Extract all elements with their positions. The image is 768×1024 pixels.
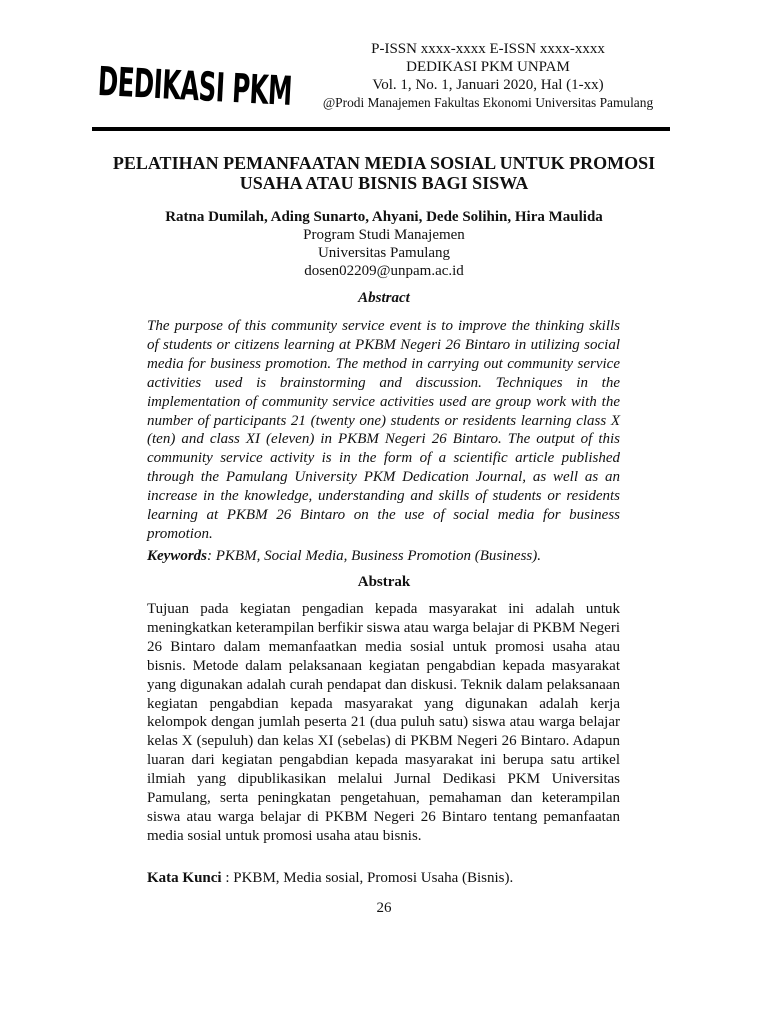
article-title	[96, 153, 672, 193]
kata-kunci-line	[147, 869, 620, 888]
logo-graphic	[96, 50, 416, 122]
journal-logo	[96, 50, 416, 122]
abstract-heading: Abstract	[358, 290, 410, 306]
abstract-text: The purpose of this community service event is to improve the thinking skills of students or citizens learning at PKBM Negeri 26 Bintaro in utilizing social media for business promotion. The method in carrying out community service activities used is brainstorming and discussion. Techniques in the implementation of community service activities used are group work with the number of participants 21 (twenty one) students or residents learning class X (ten) and class XI (eleven) in PKBM Negeri 26 Bintaro. The output of this community service activity is in the form of a scientific article published through the Pamulang University PKM Dedication Journal, as well as an increase in the knowledge, understanding and skills of students or residents learning at PKBM 26 Bintaro on the use of social media for business promotion.	[147, 318, 620, 542]
volume-line: Vol. 1, No. 1, Januari 2020, Hal (1-xx)	[372, 77, 604, 93]
issn-line: P-ISSN xxxx-xxxx E-ISSN xxxx-xxxx	[371, 41, 605, 57]
kata-kunci-label: Kata Kunci	[147, 870, 222, 886]
page-number: 26	[376, 900, 392, 916]
keywords-values: : PKBM, Social Media, Business Promotion (Business).	[207, 548, 541, 564]
journal-meta	[300, 40, 676, 112]
keywords-label: Keywords	[147, 548, 207, 564]
university: Universitas Pamulang	[317, 245, 451, 261]
affiliation-line: @Prodi Manajemen Fakultas Ekonomi Universitas Pamulang	[322, 95, 654, 110]
abstrak-text: Tujuan pada kegiatan pengadian kepada masyarakat ini adalah untuk meningkatkan keterampilan berfikir siswa atau warga belajar di PKBM Negeri 26 Bintaro dalam memanfaatkan media sosial untuk promosi usaha atau bisnis. Metode dalam pelaksanaan kegiatan pengabdian kepada masyarakat yang digunakan adalah curah pendapat dan diskusi. Teknik dalam pelaksanaan kegiatan pengabdian kepada masyarakat yang digunakan adalah kerja kelompok dengan jumlah peserta 21 (dua puluh satu) siswa atau warga belajar kelas X (sepuluh) dan kelas XI (sebelas) di PKBM Negeri 26 Bintaro. Adapun luaran dari kegiatan pengabdian kepada masyarakat ini berupa satu artikel ilmiah yang dipublikasikan melalui Jurnal Dedikasi PKM Universitas Pamulang, serta peningkatan pengetahuan, pemahaman dan keterampilan siswa atau warga belajar di PKBM Negeri 26 Bintaro tentang pemanfaatan media sosial untuk promosi usaha atau bisnis.	[147, 601, 620, 844]
author-email: dosen02209@unpam.ac.id	[304, 263, 464, 279]
header-divider	[92, 127, 670, 131]
keywords-line	[147, 547, 620, 566]
logo-text: DEDIKASI PKM	[96, 58, 416, 122]
kata-kunci-values: : PKBM, Media sosial, Promosi Usaha (Bisnis).	[221, 870, 514, 886]
title-line-2: USAHA ATAU BISNIS BAGI SISWA	[239, 173, 529, 193]
department: Program Studi Manajemen	[303, 227, 465, 243]
abstrak-heading: Abstrak	[357, 574, 411, 590]
author-block	[96, 208, 672, 280]
journal-name: DEDIKASI PKM UNPAM	[406, 59, 570, 75]
title-line-1: PELATIHAN PEMANFAATAN MEDIA SOSIAL UNTUK PROMOSI	[112, 153, 656, 173]
author-names: Ratna Dumilah, Ading Sunarto, Ahyani, Dede Solihin, Hira Maulida	[165, 209, 603, 225]
